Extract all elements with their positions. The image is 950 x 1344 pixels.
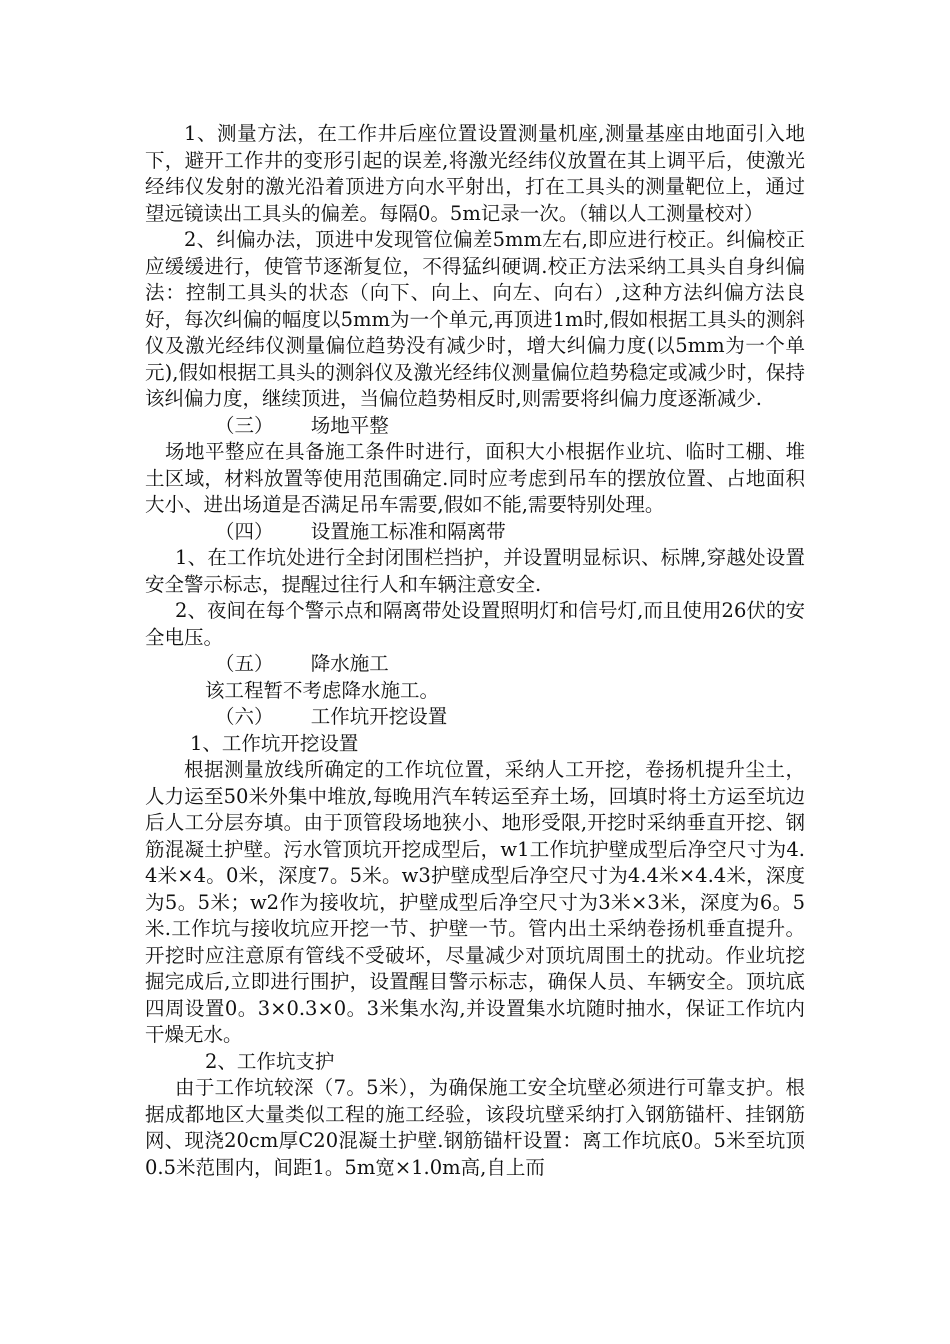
paragraph-site-leveling: 场地平整应在具备施工条件时进行，面积大小根据作业坑、临时工棚、堆土区域，材料放置等使用范围确定.同时应考虑到吊车的摆放位置、占地面积大小、进出场道是否满足吊车需要,假如不能,需要特别处理。 [145, 440, 805, 516]
paragraph-pit-excavation: 根据测量放线所确定的工作坑位置，采纳人工开挖，卷扬机提升尘土，人力运至50米外集中堆放,每晚用汽车转运至弃土场，回填时将土方运至坑边后人工分层夯填。由于顶管段场地狭小、地形受限,开挖时采纳垂直开挖、钢筋混凝土护壁。污水管顶坑开挖成型后，w1工作坑护壁成型后净空尺寸为4.4米×4。0米，深度7。5米。w3护壁成型后净空尺寸为4.4米×4.4米，深度为5。5米；w2作为接收坑，护壁成型后净空尺寸为3米×3米，深度为6。5米.工作坑与接收坑应开挖一节、护壁一节。管内出土采纳卷扬机垂直提升。开挖时应注意原有管线不受破坏，尽量减少对顶坑周围土的扰动。作业坑挖掘完成后,立即进行围护，设置醒目警示标志，确保人员、车辆安全。顶坑底四周设置0。3×0.3×0。3米集水沟,并设置集水坑随时抽水，保证工作坑内干燥无水。 [145, 758, 805, 1046]
subheading-pit-excavation-setup: 1、工作坑开挖设置 [190, 731, 359, 755]
section-heading-dewatering: （五） 降水施工 [215, 652, 389, 675]
paragraph-night-lighting: 2、夜间在每个警示点和隔离带处设置照明灯和信号灯,而且使用26伏的安全电压。 [145, 599, 805, 649]
paragraph-fencing: 1、在工作坑处进行全封闭围栏挡护，并设置明显标识、标牌,穿越处设置安全警示标志，提醒过往行人和车辆注意安全. [145, 546, 805, 596]
paragraph-pit-support: 由于工作坑较深（7。5米），为确保施工安全坑壁必须进行可靠支护。根据成都地区大量类似工程的施工经验，该段坑壁采纳打入钢筋锚杆、挂钢筋网、现浇20cm厚C20混凝土护壁.钢筋锚杆设置：离工作坑底0。5米至坑顶0.5米范围内，间距1。5m宽×1.0m高,自上而 [145, 1076, 805, 1179]
paragraph-dewatering: 该工程暂不考虑降水施工。 [205, 678, 440, 702]
subheading-pit-support: 2、工作坑支护 [205, 1049, 335, 1073]
section-heading-site-leveling: （三） 场地平整 [215, 413, 389, 437]
document-body [145, 121, 805, 1181]
paragraph-deviation-correction: 2、纠偏办法，顶进中发现管位偏差5mm左右,即应进行校正。纠偏校正应缓缓进行，使管节逐渐复位，不得猛纠硬调.校正方法采纳工具头自身纠偏法：控制工具头的状态（向下、向上、向左、向右）,这种方法纠偏方法良好，每次纠偏的幅度以5mm为一个单元,再顶进1m时,假如根据工具头的测斜仪及激光经纬仪测量偏位趋势没有减少时，增大纠偏力度(以5mm为一个单元),假如根据工具头的测斜仪及激光经纬仪测量偏位趋势稳定或减少时，保持该纠偏力度，继续顶进，当偏位趋势相反时,则需要将纠偏力度逐渐减少. [145, 228, 805, 410]
section-heading-construction-standards: （四） 设置施工标准和隔离带 [215, 519, 506, 543]
paragraph-measurement-method: 1、测量方法，在工作井后座位置设置测量机座,测量基座由地面引入地下，避开工作井的变形引起的误差,将激光经纬仪放置在其上调平后，使激光经纬仪发射的激光沿着顶进方向水平射出，打在工具头的测量靶位上，通过望远镜读出工具头的偏差。每隔0。5m记录一次。（辅以人工测量校对） [145, 122, 805, 225]
section-heading-pit-excavation: （六） 工作坑开挖设置 [215, 705, 448, 728]
